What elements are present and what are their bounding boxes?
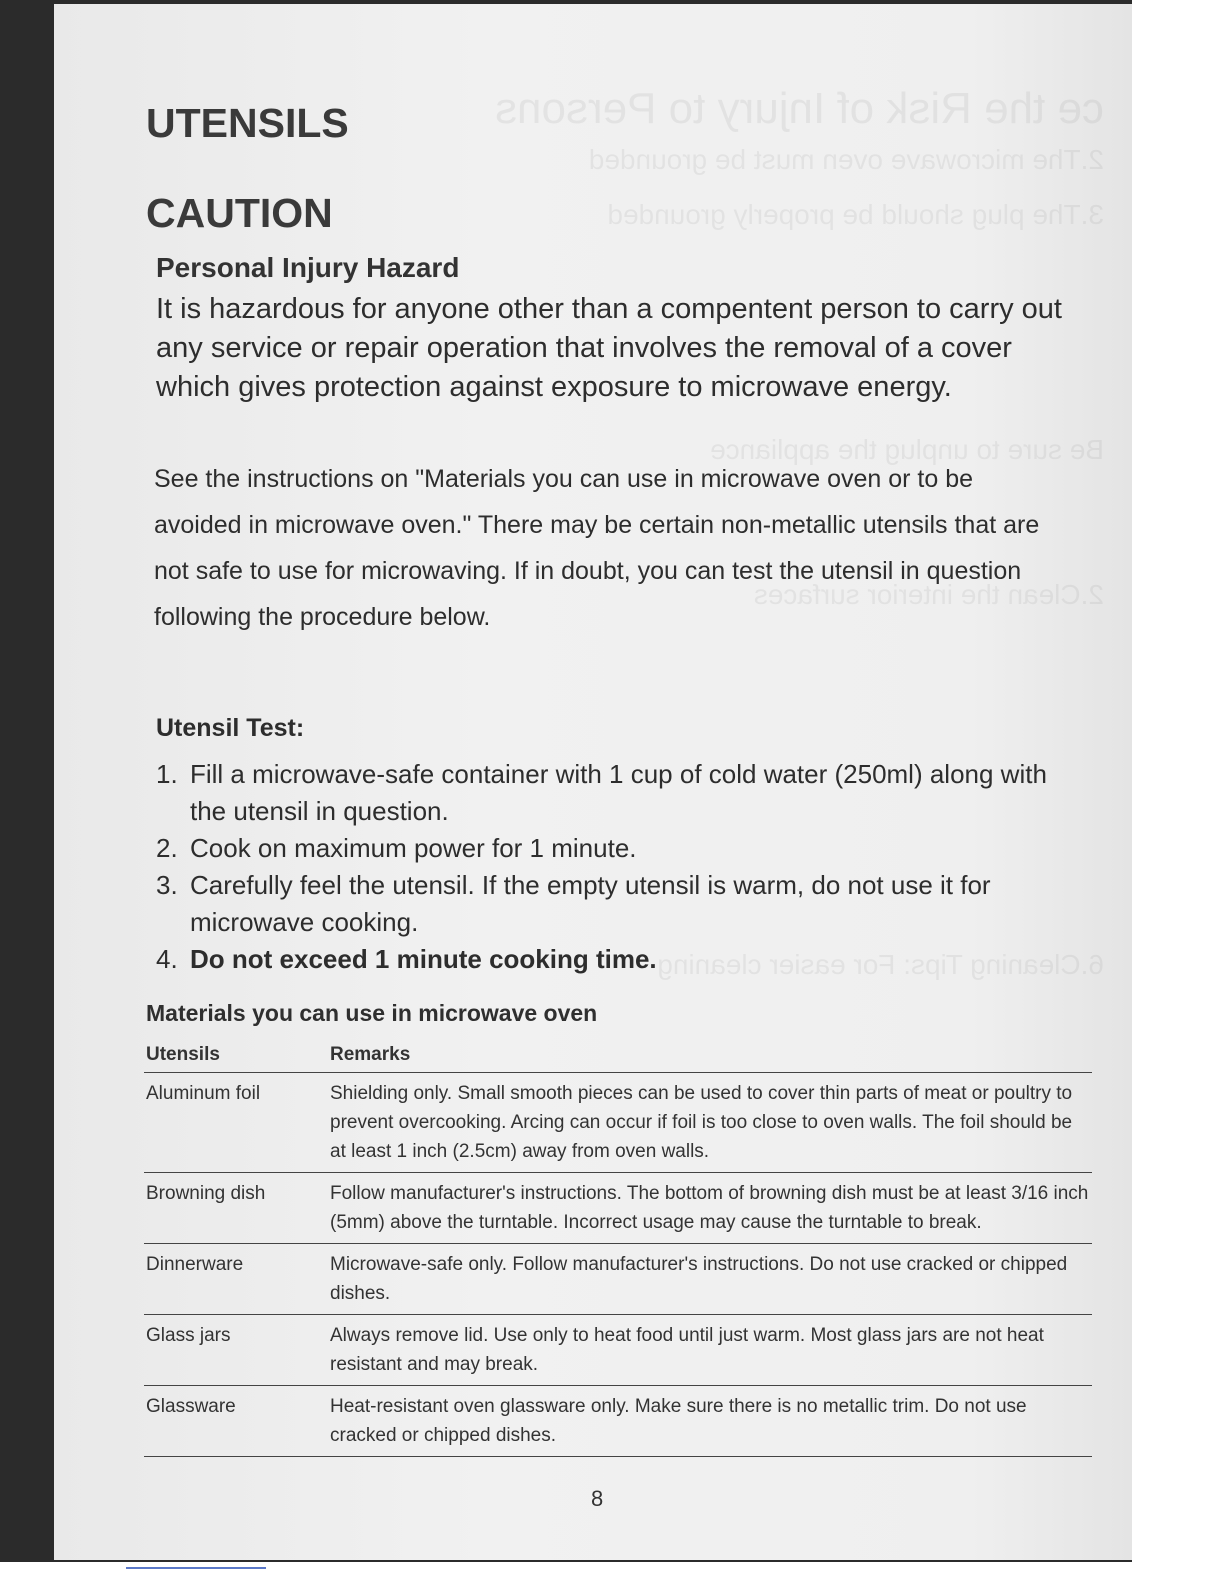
manual-page (54, 4, 1132, 1560)
utensil-cell: Dinnerware (144, 1244, 330, 1315)
page-number: 8 (591, 1486, 604, 1511)
step-number: 1. (156, 759, 178, 789)
step-text: Cook on maximum power for 1 minute. (190, 833, 637, 863)
step-number: 4. (156, 944, 178, 974)
step-item (156, 756, 1056, 830)
bleed-through-2: 2.The microwave oven must be grounded (588, 144, 1104, 175)
bottom-strip (0, 1562, 1224, 1584)
bleed-through-1: ce the Risk of Injury to Persons (495, 84, 1104, 133)
utensil-cell: Aluminum foil (144, 1073, 330, 1173)
column-header-remarks: Remarks (330, 1040, 1092, 1073)
step-text: Fill a microwave-safe container with 1 cup of cold water (250ml) along with the utensil in question. (190, 759, 1047, 826)
utensil-cell: Glass jars (144, 1315, 330, 1386)
bleed-through-3: 3.The plug should be properly grounded (607, 199, 1104, 230)
caution-heading: CAUTION (146, 190, 333, 236)
hazard-text: It is hazardous for anyone other than a compentent person to carry out any service or repair operation that involves the removal of a cover which gives protection against exposure to microwave energy. (156, 293, 1062, 403)
step-number: 3. (156, 870, 178, 900)
table-row (144, 1173, 1092, 1244)
step-number: 2. (156, 833, 178, 863)
remarks-cell: Follow manufacturer's instructions. The bottom of browning dish must be at least 3/16 inch (5mm) above the turntable. Incorrect usage may cause the turntable to break. (330, 1173, 1092, 1244)
step-text: Do not exceed 1 minute cooking time. (190, 944, 657, 974)
right-margin (1132, 0, 1224, 1584)
table-header-row (144, 1040, 1092, 1073)
table-row (144, 1386, 1092, 1457)
step-item (156, 830, 1056, 867)
utensil-cell: Glassware (144, 1386, 330, 1457)
bleed-through-4: Be sure to unplug the appliance (710, 434, 1104, 465)
utensil-cell: Browning dish (144, 1173, 330, 1244)
step-item (156, 941, 1056, 978)
utensil-test-title: Utensil Test: (156, 714, 305, 742)
materials-title: Materials you can use in microwave oven (146, 1000, 598, 1026)
bleed-through-6: 6.Cleaning Tips: For easier cleaning (657, 949, 1104, 980)
step-item (156, 867, 1056, 941)
hazard-title: Personal Injury Hazard (156, 252, 460, 283)
bleed-through-5: 2.Clean the interior surfaces (753, 579, 1104, 610)
table-row (144, 1244, 1092, 1315)
utensil-test-steps (156, 756, 1056, 978)
step-text: Carefully feel the utensil. If the empty utensil is warm, do not use it for microwave cooking. (190, 870, 991, 937)
instructions-text: See the instructions on "Materials you can use in microwave oven or to be avoided in microwave oven." There may be certain non-metallic utensils that are not safe to use for microwaving. If in doubt, you can test the utensil in question following the procedure below. (154, 465, 1040, 631)
remarks-cell: Shielding only. Small smooth pieces can be used to cover thin parts of meat or poultry to prevent overcooking. Arcing can occur if foil is too close to oven walls. The foil should be at least 1 inch (2.5cm) away from oven walls. (330, 1073, 1092, 1173)
page-title: UTENSILS (146, 100, 349, 146)
table-row (144, 1315, 1092, 1386)
remarks-cell: Heat-resistant oven glassware only. Make sure there is no metallic trim. Do not use cracked or chipped dishes. (330, 1386, 1092, 1457)
materials-table (144, 1040, 1092, 1457)
table-row (144, 1073, 1092, 1173)
column-header-utensils: Utensils (144, 1040, 330, 1073)
remarks-cell: Always remove lid. Use only to heat food until just warm. Most glass jars are not heat resistant and may break. (330, 1315, 1092, 1386)
remarks-cell: Microwave-safe only. Follow manufacturer's instructions. Do not use cracked or chipped dishes. (330, 1244, 1092, 1315)
bottom-line (126, 1567, 266, 1569)
